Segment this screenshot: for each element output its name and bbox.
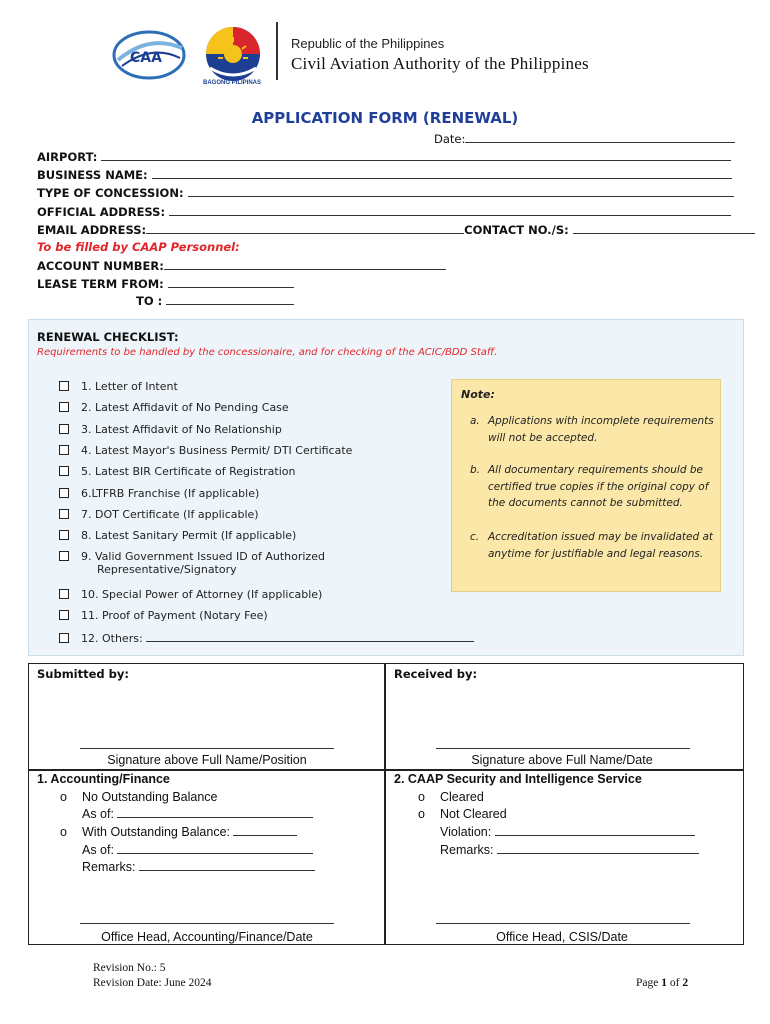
- received-by-label: Received by:: [394, 667, 478, 681]
- violation-field[interactable]: Violation:: [440, 825, 695, 839]
- date-field[interactable]: [434, 132, 735, 146]
- checkbox[interactable]: [59, 466, 69, 476]
- with-outstanding-balance-field[interactable]: With Outstanding Balance:: [82, 825, 297, 839]
- csis-head-signature-line[interactable]: [436, 923, 690, 924]
- accounting-head-caption: Office Head, Accounting/Finance/Date: [101, 930, 313, 944]
- no-outstanding-balance[interactable]: No Outstanding Balance: [82, 790, 218, 804]
- concession-field[interactable]: [37, 186, 734, 200]
- checkbox[interactable]: [59, 551, 69, 561]
- as-of-field[interactable]: As of:: [82, 807, 313, 821]
- account-label: ACCOUNT NUMBER:: [37, 259, 164, 273]
- checklist-item[interactable]: 1. Letter of Intent: [59, 380, 178, 393]
- checkbox[interactable]: [59, 633, 69, 643]
- not-cleared-option[interactable]: Not Cleared: [440, 807, 507, 821]
- bagong-pilipinas-text: BAGONG PILIPINAS: [202, 80, 261, 86]
- checkbox[interactable]: [59, 381, 69, 391]
- note-item: c. Accreditation issued may be invalidated at anytime for justifiable and legal reasons.: [470, 531, 714, 560]
- as-of-field-2[interactable]: As of:: [82, 843, 313, 857]
- business-name-field[interactable]: [37, 168, 732, 182]
- bagong-pilipinas-logo: [200, 24, 266, 88]
- table-vertical-divider: [384, 663, 386, 945]
- lease-to-field[interactable]: [136, 294, 294, 308]
- checkbox[interactable]: [59, 488, 69, 498]
- submitted-by-label: Submitted by:: [37, 667, 129, 681]
- revision-number: Revision No.: 5: [93, 962, 166, 974]
- contact-line[interactable]: [573, 223, 755, 234]
- approval-table: [28, 663, 744, 945]
- address-field[interactable]: [37, 205, 731, 219]
- checklist-item-continuation: Representative/Signatory: [97, 563, 237, 576]
- note-item: b. All documentary requirements should be certified true copies if the original copy of the documents cannot be submitted.: [470, 464, 709, 509]
- csis-head-caption: Office Head, CSIS/Date: [496, 930, 628, 944]
- others-line[interactable]: [146, 631, 474, 642]
- checkbox[interactable]: [59, 402, 69, 412]
- email-label: EMAIL ADDRESS:: [37, 223, 147, 237]
- checkbox[interactable]: [59, 445, 69, 455]
- checklist-item[interactable]: 7. DOT Certificate (If applicable): [59, 508, 259, 521]
- checkbox[interactable]: [59, 509, 69, 519]
- airport-label: AIRPORT:: [37, 150, 98, 164]
- table-horizontal-divider: [28, 769, 744, 771]
- received-signature-line[interactable]: [436, 748, 690, 749]
- checkbox[interactable]: [59, 589, 69, 599]
- form-title: APPLICATION FORM (RENEWAL): [251, 109, 519, 127]
- checklist-subtitle: Requirements to be handled by the concessionaire, and for checking of the ACIC/BDD Staff.: [37, 347, 498, 358]
- account-number-field[interactable]: [37, 259, 446, 273]
- document-header: [0, 0, 770, 100]
- submitted-signature-caption: Signature above Full Name/Position: [107, 753, 307, 767]
- submitted-signature-line[interactable]: [80, 748, 334, 749]
- checklist-item[interactable]: 2. Latest Affidavit of No Pending Case: [59, 401, 289, 414]
- concession-label: TYPE OF CONCESSION:: [37, 186, 184, 200]
- date-label: Date:: [434, 132, 466, 146]
- bullet: o: [60, 825, 67, 839]
- checklist-item[interactable]: 12. Others:: [59, 631, 474, 645]
- bullet: o: [418, 807, 425, 821]
- caap-personnel-note: To be filled by CAAP Personnel:: [37, 240, 240, 254]
- bullet: o: [60, 790, 67, 804]
- header-divider: [276, 22, 278, 80]
- csis-remarks-field[interactable]: Remarks:: [440, 843, 699, 857]
- csis-title: 2. CAAP Security and Intelligence Service: [394, 772, 642, 786]
- checklist-item[interactable]: 3. Latest Affidavit of No Relationship: [59, 423, 282, 436]
- email-contact-field[interactable]: [37, 223, 755, 237]
- lease-from-field[interactable]: [37, 277, 294, 291]
- revision-date: Revision Date: June 2024: [93, 977, 212, 989]
- concession-line[interactable]: [188, 186, 734, 197]
- account-line[interactable]: [164, 259, 446, 270]
- page-number: Page 1 of 2: [636, 977, 689, 989]
- checkbox[interactable]: [59, 530, 69, 540]
- svg-text:CAA: CAA: [130, 50, 162, 66]
- airport-line[interactable]: [101, 150, 731, 161]
- address-label: OFFICIAL ADDRESS:: [37, 205, 166, 219]
- checkbox[interactable]: [59, 610, 69, 620]
- airport-field[interactable]: [37, 150, 731, 164]
- caa-logo: [112, 30, 186, 80]
- checklist-title: RENEWAL CHECKLIST:: [37, 330, 179, 344]
- accounting-remarks-field[interactable]: Remarks:: [82, 860, 315, 874]
- checklist-item[interactable]: 6.LTFRB Franchise (If applicable): [59, 487, 259, 500]
- checklist-item[interactable]: 11. Proof of Payment (Notary Fee): [59, 609, 268, 622]
- email-line[interactable]: [146, 223, 464, 234]
- note-item: a. Applications with incomplete requirements will not be accepted.: [470, 415, 714, 444]
- business-name-line[interactable]: [152, 168, 732, 179]
- business-name-label: BUSINESS NAME:: [37, 168, 148, 182]
- accounting-head-signature-line[interactable]: [80, 923, 334, 924]
- checklist-item[interactable]: 9. Valid Government Issued ID of Authorized Representative/Signatory: [59, 550, 325, 576]
- date-line[interactable]: [465, 132, 735, 143]
- accounting-finance-title: 1. Accounting/Finance: [37, 772, 170, 786]
- lease-to-line[interactable]: [166, 294, 294, 305]
- checkbox[interactable]: [59, 424, 69, 434]
- address-line[interactable]: [169, 205, 731, 216]
- note-title: Note:: [461, 388, 495, 401]
- lease-to-label: TO :: [136, 294, 163, 308]
- checklist-item[interactable]: 8. Latest Sanitary Permit (If applicable): [59, 529, 296, 542]
- bullet: o: [418, 790, 425, 804]
- lease-from-line[interactable]: [168, 277, 294, 288]
- contact-label: CONTACT NO./S:: [464, 223, 569, 237]
- republic-text: Republic of the Philippines: [291, 36, 445, 51]
- checklist-item[interactable]: 4. Latest Mayor's Business Permit/ DTI Certificate: [59, 444, 352, 457]
- cleared-option[interactable]: Cleared: [440, 790, 484, 804]
- checklist-item[interactable]: 5. Latest BIR Certificate of Registration: [59, 465, 295, 478]
- received-signature-caption: Signature above Full Name/Date: [471, 753, 653, 767]
- authority-name: Civil Aviation Authority of the Philippines: [291, 54, 589, 73]
- lease-from-label: LEASE TERM FROM:: [37, 277, 164, 291]
- checklist-item[interactable]: 10. Special Power of Attorney (If applicable): [59, 588, 322, 601]
